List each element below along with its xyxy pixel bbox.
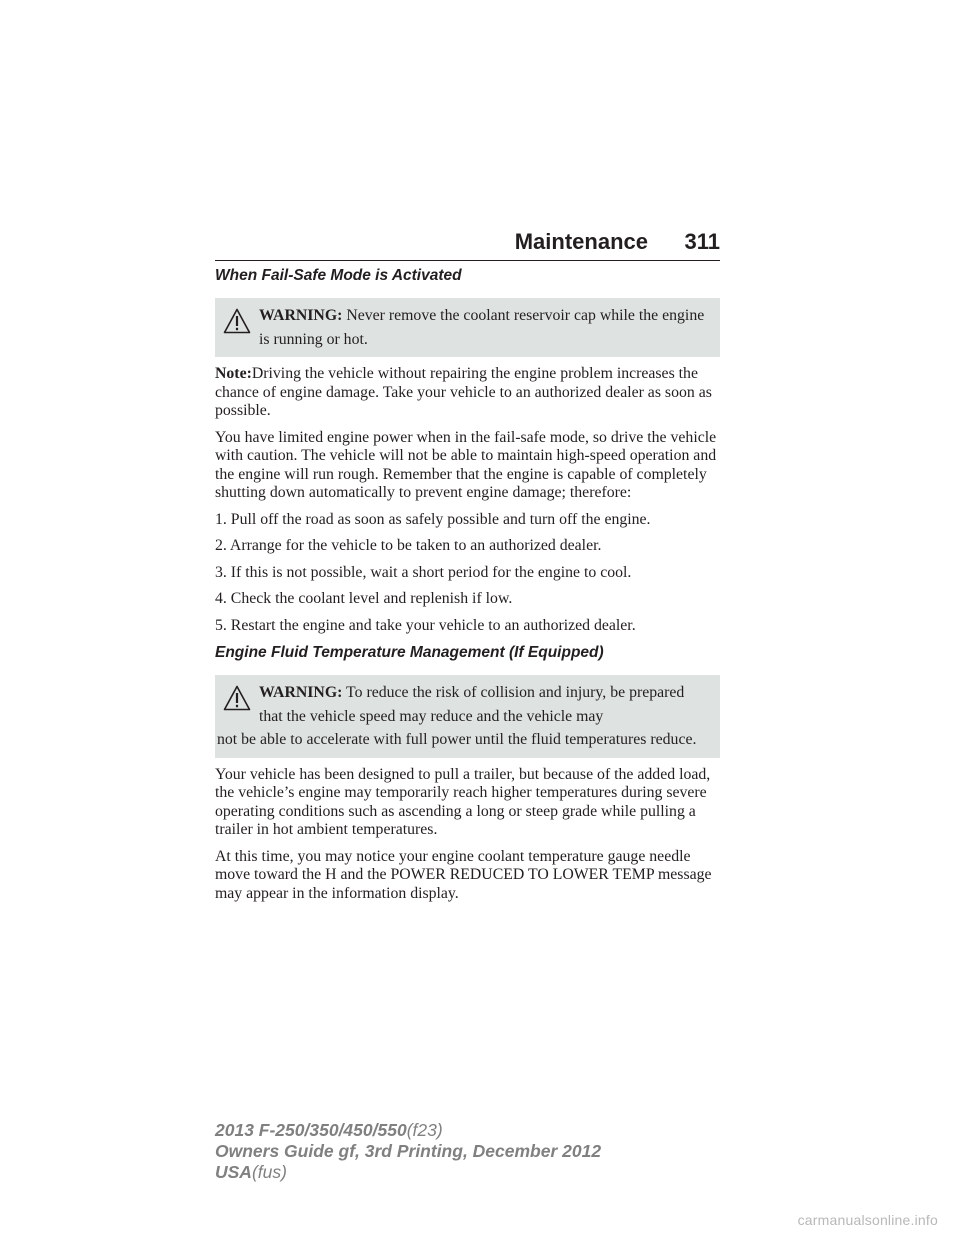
- fail-safe-paragraph: You have limited engine power when in the fail-safe mode, so drive the vehicle with caution. The vehicle will not be able to maintain high-speed operation and the engine will run rough. Remember that the engine is capable of completely shutting down automatically to prevent engine damage; therefore:: [215, 428, 717, 501]
- note-label: Note:: [215, 365, 252, 382]
- note-text: Driving the vehicle without repairing the engine problem increases the chance of engine damage. Take your vehicle to an authorized dealer as soon as possible.: [215, 365, 712, 419]
- trailer-paragraph: Your vehicle has been designed to pull a trailer, but because of the added load, the vehicle’s engine may temporarily reach higher temperatures during severe operating conditions such as ascending a long or steep grade while pulling a trailer in hot ambient temperatures.: [215, 765, 711, 838]
- footer-model: 2013 F-250/350/450/550: [215, 1120, 407, 1140]
- heading-fail-safe: When Fail-Safe Mode is Activated: [215, 267, 462, 284]
- step-item: 3. If this is not possible, wait a short period for the engine to cool.: [215, 563, 632, 581]
- step-item: 5. Restart the engine and take your vehicle to an authorized dealer.: [215, 616, 636, 634]
- warning-text: Never remove the coolant reservoir cap while the engine is running or hot.: [259, 307, 705, 348]
- watermark-text: carmanualsonline.info: [797, 1212, 938, 1228]
- warning-box-coolant-cap: [215, 298, 720, 357]
- warning-box-fluid-temperature: [215, 675, 720, 758]
- warning-text-continued: not be able to accelerate with full power until the fluid temperatures reduce.: [217, 731, 697, 748]
- warning-triangle-icon: [223, 685, 251, 711]
- warning-text: To reduce the risk of collision and injury, be prepared that the vehicle speed may reduce and the vehicle may: [259, 684, 685, 725]
- step-item: 1. Pull off the road as soon as safely possible and turn off the engine.: [215, 510, 651, 528]
- page-number: 311: [684, 229, 720, 254]
- warning-label: WARNING:: [259, 307, 343, 324]
- footer-model-code: (f23): [406, 1120, 443, 1140]
- step-item: 4. Check the coolant level and replenish if low.: [215, 590, 513, 607]
- note-paragraph: [215, 365, 720, 421]
- footer-market-code: (fus): [251, 1162, 287, 1182]
- footer-market: USA: [215, 1162, 252, 1182]
- warning-label: WARNING:: [259, 684, 343, 701]
- page-header: [215, 228, 720, 261]
- page-content: [215, 266, 720, 911]
- gauge-paragraph: At this time, you may notice your engine coolant temperature gauge needle move toward the H and the POWER REDUCED TO LOWER TEMP message may appear in the information display.: [215, 847, 712, 902]
- warning-triangle-icon: [223, 308, 251, 334]
- document-footer: [215, 1120, 601, 1183]
- section-title: Maintenance: [514, 229, 648, 254]
- heading-fluid-temperature: Engine Fluid Temperature Management (If Equipped): [215, 644, 604, 661]
- step-item: 2. Arrange for the vehicle to be taken to an authorized dealer.: [215, 537, 602, 554]
- footer-printing: Owners Guide gf, 3rd Printing, December 2012: [215, 1141, 602, 1161]
